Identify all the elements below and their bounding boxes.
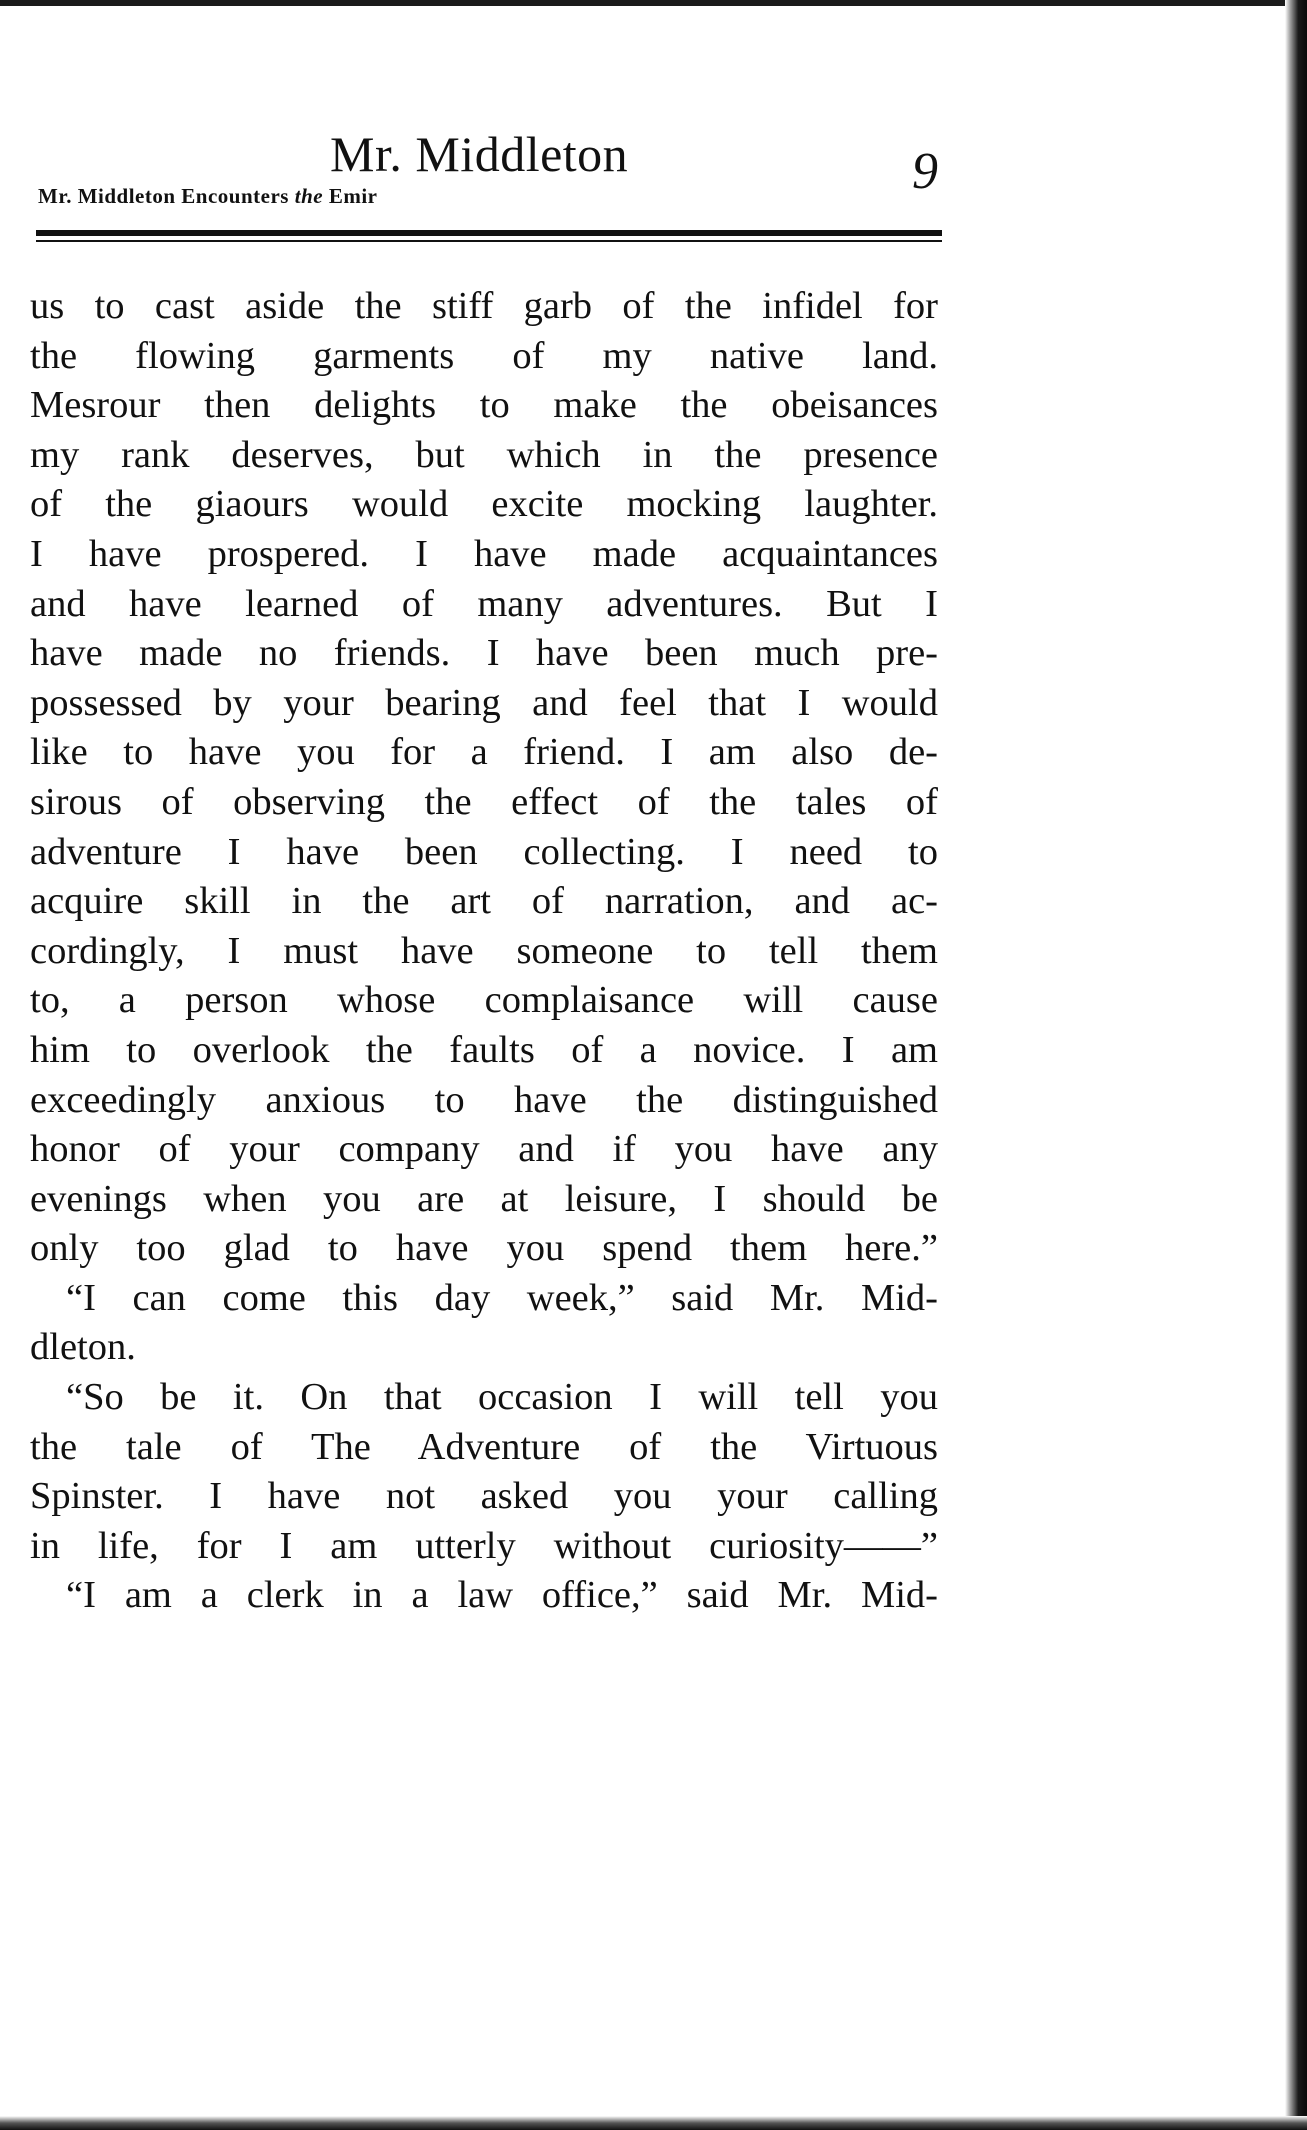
subtitle-italic: the xyxy=(294,184,324,208)
text-line: like to have you for a friend. I am also de- xyxy=(30,731,938,774)
scan-edge-bottom xyxy=(0,2116,1307,2130)
body-text xyxy=(30,282,938,1621)
text-line: have made no friends. I have been much pre- xyxy=(30,632,938,675)
text-line: adventure I have been collecting. I need to xyxy=(30,830,938,873)
text-line: exceedingly anxious to have the distinguished xyxy=(30,1078,938,1121)
text-line: my rank deserves, but which in the presence xyxy=(30,433,938,476)
text-line: Spinster. I have not asked you your calling xyxy=(30,1475,938,1518)
running-title: Mr. Middleton xyxy=(330,126,629,182)
text-line: the tale of The Adventure of the Virtuous xyxy=(30,1425,938,1468)
text-line: “I am a clerk in a law office,” said Mr. Mid- xyxy=(66,1574,938,1617)
text-line: “I can come this day week,” said Mr. Mid- xyxy=(66,1276,938,1319)
text-line: evenings when you are at leisure, I should be xyxy=(30,1177,938,1220)
text-line: Mesrour then delights to make the obeisances xyxy=(30,384,938,427)
text-line: and have learned of many adventures. But I xyxy=(30,582,938,625)
subtitle-suffix: Emir xyxy=(323,184,378,208)
header-rule-thick xyxy=(36,230,942,236)
text-line: dleton. xyxy=(30,1326,136,1369)
text-line: to, a person whose complaisance will cause xyxy=(30,979,938,1022)
text-line: sirous of observing the effect of the tales of xyxy=(30,780,938,823)
page-number: 9 xyxy=(912,143,938,200)
text-line: I have prospered. I have made acquaintances xyxy=(30,532,938,575)
header-rule-thin xyxy=(36,240,942,242)
text-line: him to overlook the faults of a novice. I am xyxy=(30,1028,938,1071)
scan-edge-top xyxy=(0,0,1307,6)
text-line: us to cast aside the stiff garb of the infidel for xyxy=(30,285,938,327)
chapter-subtitle xyxy=(38,184,377,209)
subtitle-prefix: Mr. Middleton Encounters xyxy=(38,184,295,208)
text-line: honor of your company and if you have any xyxy=(30,1128,938,1171)
text-line: of the giaours would excite mocking laughter. xyxy=(30,483,938,526)
text-line: possessed by your bearing and feel that I would xyxy=(30,681,938,724)
scan-edge-right xyxy=(1285,0,1307,2130)
text-line: acquire skill in the art of narration, and ac- xyxy=(30,880,938,923)
text-line: “So be it. On that occasion I will tell you xyxy=(66,1376,938,1419)
text-line: cordingly, I must have someone to tell them xyxy=(30,929,938,972)
text-line: in life, for I am utterly without curiosity——” xyxy=(30,1524,938,1567)
text-line: the flowing garments of my native land. xyxy=(30,334,938,377)
text-line: only too glad to have you spend them here.” xyxy=(30,1227,938,1270)
